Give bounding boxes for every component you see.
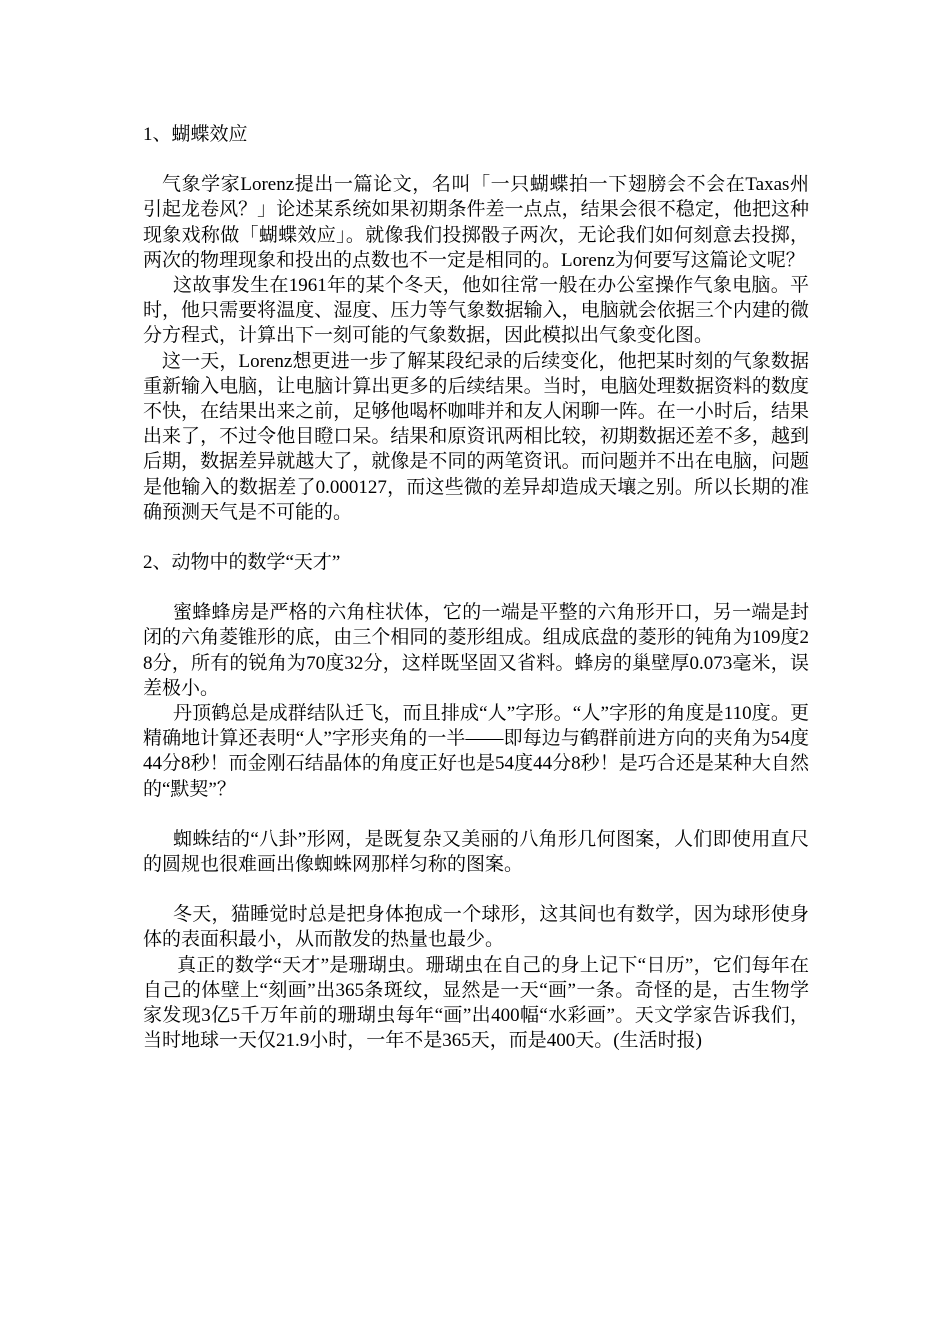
paragraph-spider-web: 蜘蛛结的“八卦”形网，是既复杂又美丽的八角形几何图案，人们即使用直尺的圆规也很难画出像蜘蛛网那样匀称的图案。 [143,828,809,876]
paragraph-red-crowned-crane: 丹顶鹤总是成群结队迁飞，而且排成“人”字形。“人”字形的角度是110度。更精确地计算还表明“人”字形夹角的一半——即每边与鹤群前进方向的夹角为54度44分8秒！而金刚石结晶体的角度正好也是54度44分8秒！是巧合还是某种大自然的“默契”？ [143,703,809,800]
document-page [143,122,809,1054]
blank-line [143,147,809,172]
section-heading-butterfly-effect: 1、蝴蝶效应 [143,124,248,145]
blank-line [143,802,809,827]
paragraph-coral-polyp: 真正的数学“天才”是珊瑚虫。珊瑚虫在自己的身上记下“日历”，它们每年在自己的体壁上“刻画”出365条斑纹，显然是一天“画”一条。奇怪的是，古生物学家发现3亿5千万年前的珊瑚虫每年“画”出400幅“水彩画”。天文学家告诉我们，当时地球一天仅21.9小时，一年不是365天，而是400天。(生活时报) [143,954,809,1052]
paragraph-lorenz-paper: 气象学家Lorenz提出一篇论文，名叫「一只蝴蝶拍一下翅膀会不会在Taxas州引起龙卷风？」论述某系统如果初期条件差一点点，结果会很不稳定，他把这种现象戏称做「蝴蝶效应」。就像我们投掷骰子两次，无论我们如何刻意去投掷，两次的物理现象和投出的点数也不一定是相同的。Lorenz为何要写这篇论文呢？ [143,174,809,271]
section-heading-animal-math: 2、动物中的数学“天才” [143,552,341,574]
blank-line [143,525,809,550]
paragraph-data-reentry: 这一天，Lorenz想更进一步了解某段纪录的后续变化，他把某时刻的气象数据重新输入电脑，让电脑计算出更多的后续结果。当时，电脑处理数据资料的数度不快，在结果出来之前，足够他喝杯咖啡并和友人闲聊一阵。在一小时后，结果出来了，不过令他目瞪口呆。结果和原资讯两相比较，初期数据还差不多，越到后期，数据差异就越大了，就像是不同的两笔资讯。而问题并不出在电脑，问题是他输入的数据差了0.000127，而这些微的差异却造成天壤之别。所以长期的准确预测天气是不可能的。 [143,350,809,523]
blank-line [143,575,809,600]
paragraph-honeycomb: 蜜蜂蜂房是严格的六角柱状体，它的一端是平整的六角形开口，另一端是封闭的六角菱锥形的底，由三个相同的菱形组成。组成底盘的菱形的钝角为109度28分，所有的锐角为70度32分，这样既坚固又省料。蜂房的巢壁厚0.073毫米，误差极小。 [143,602,809,699]
blank-line [143,877,809,902]
paragraph-1961-winter: 这故事发生在1961年的某个冬天，他如往常一般在办公室操作气象电脑。平时，他只需要将温度、湿度、压力等气象数据输入，电脑就会依据三个内建的微分方程式，计算出下一刻可能的气象数据，因此模拟出气象变化图。 [143,275,809,347]
paragraph-sleeping-cat: 冬天，猫睡觉时总是把身体抱成一个球形，这其间也有数学，因为球形使身体的表面积最小，从而散发的热量也最少。 [143,904,809,951]
